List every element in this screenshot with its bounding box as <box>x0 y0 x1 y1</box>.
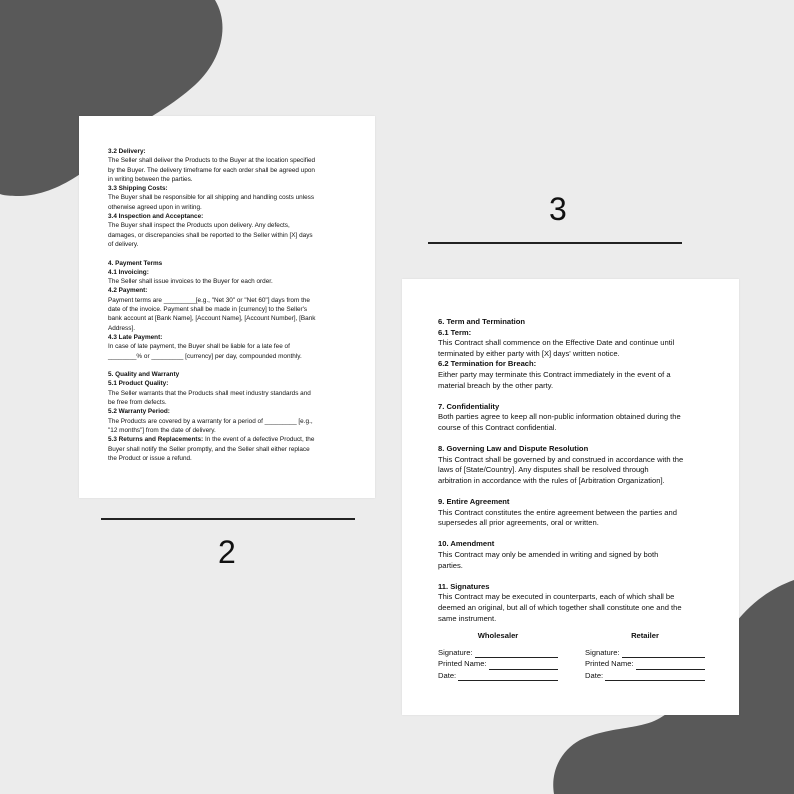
section-heading: 6. Term and Termination <box>438 317 526 326</box>
signature-line <box>475 649 558 658</box>
page-3-body <box>438 317 705 624</box>
signature-column-retailer <box>585 630 705 681</box>
signature-block <box>438 630 705 681</box>
date-label: Date: <box>438 670 457 680</box>
signature-title-wholesaler: Wholesaler <box>477 631 519 641</box>
body-line: course of this Contract confidential. <box>438 422 557 432</box>
section-heading: 3.3 Shipping Costs: <box>108 185 168 193</box>
page-number-3: 3 <box>549 191 567 227</box>
body-line: The Products are covered by a warranty for a period of _________ [e.g., <box>108 417 313 425</box>
paragraph-gap <box>438 434 705 445</box>
body-line: This Contract shall be governed by and construed in accordance with the <box>438 454 684 464</box>
body-line: same instrument. <box>438 613 497 623</box>
signature-title-retailer: Retailer <box>631 631 659 641</box>
signature-row <box>438 647 558 659</box>
body-line: This Contract shall commence on the Effective Date and continue until <box>438 338 675 348</box>
printed-name-line <box>636 661 705 670</box>
section-heading: 8. Governing Law and Dispute Resolution <box>438 444 589 454</box>
body-line: parties. <box>438 560 463 570</box>
body-line: The Buyer shall be responsible for all shipping and handling costs unless <box>108 194 315 202</box>
contract-page-3 <box>402 279 739 715</box>
body-line: Address]. <box>108 324 135 332</box>
signature-row <box>585 647 705 659</box>
signature-label: Signature: <box>585 647 620 657</box>
paragraph-gap <box>438 571 705 582</box>
body-line: The Buyer shall inspect the Products upon delivery. Any defects, <box>108 222 290 230</box>
section-heading: 9. Entire Agreement <box>438 497 510 507</box>
body-line: bank account at [Bank Name], [Account Name], [Account Number], [Bank <box>108 315 316 323</box>
body-line: by the Buyer. The delivery timeframe for each order shall be agreed upon <box>108 166 315 174</box>
printed-name-label: Printed Name: <box>438 659 487 669</box>
printed-name-row <box>438 658 558 670</box>
section-heading: 5. Quality and Warranty <box>108 371 180 379</box>
section-heading: 5.2 Warranty Period: <box>108 408 170 416</box>
body-line: be free from defects. <box>108 399 167 407</box>
body-line: "12 months"] from the date of delivery. <box>108 426 216 434</box>
section-heading: 10. Amendment <box>438 539 495 549</box>
page-3-divider <box>428 242 682 244</box>
body-line: Both parties agree to keep all non-public information obtained during the <box>438 412 681 422</box>
body-line: in writing between the parties. <box>108 175 193 183</box>
section-heading: 4.2 Payment: <box>108 287 148 295</box>
date-row <box>585 670 705 682</box>
date-row <box>438 670 558 682</box>
signature-label: Signature: <box>438 647 473 657</box>
paragraph-gap <box>438 487 705 498</box>
signature-column-wholesaler <box>438 630 558 681</box>
body-line: This Contract may be executed in counterparts, each of which shall be <box>438 592 675 602</box>
printed-name-line <box>489 661 558 670</box>
body-line: The Seller shall deliver the Products to the Buyer at the location specified <box>108 157 316 165</box>
page-number-2: 2 <box>218 534 236 570</box>
body-line: ________% or _________ [currency] per day, compounded monthly. <box>108 352 302 360</box>
body-line: damages, or discrepancies shall be reported to the Seller within [X] days <box>108 231 313 239</box>
body-line: material breach by the other party. <box>438 380 554 390</box>
section-heading: 5.1 Product Quality: <box>108 380 169 388</box>
paragraph-gap <box>108 249 347 258</box>
body-line: arbitration in accordance with the rules of [Arbitration Organization]. <box>438 475 665 485</box>
section-heading: 6.1 Term: <box>438 327 472 337</box>
body-line: The Seller warrants that the Products shall meet industry standards and <box>108 389 311 397</box>
signature-line <box>622 649 705 658</box>
contract-page-2 <box>79 116 375 498</box>
paragraph-gap <box>438 391 705 402</box>
page-2-divider <box>101 518 355 520</box>
body-line: Buyer shall notify the Seller promptly, and the Seller shall either replace <box>108 445 310 453</box>
date-line <box>458 672 558 681</box>
body-line: This Contract constitutes the entire agreement between the parties and <box>438 507 677 517</box>
section-heading: 4.1 Invoicing: <box>108 268 149 276</box>
body-line: otherwise agreed upon in writing. <box>108 203 202 211</box>
section-line: 5.3 Returns and Replacements: In the event of a defective Product, the <box>108 436 315 444</box>
body-line: terminated by either party with [X] days' written notice. <box>438 348 620 358</box>
body-line: Either party may terminate this Contract immediately in the event of a <box>438 369 671 379</box>
date-label: Date: <box>585 670 604 680</box>
paragraph-gap <box>438 529 705 540</box>
section-heading: 4.3 Late Payment: <box>108 333 163 341</box>
date-line <box>605 672 705 681</box>
body-line: This Contract may only be amended in writing and signed by both <box>438 550 659 560</box>
section-heading: 4. Payment Terms <box>108 259 163 267</box>
body-line: date of the invoice. Payment shall be made in [currency] to the Seller's <box>108 306 308 314</box>
body-line: deemed an original, but all of which together shall constitute one and the <box>438 603 682 613</box>
body-line: of delivery. <box>108 240 139 248</box>
section-heading: 11. Signatures <box>438 581 490 591</box>
body-line: the Product or issue a refund. <box>108 454 192 462</box>
body-line: laws of [State/Country]. Any disputes shall be resolved through <box>438 465 649 475</box>
body-line: The Seller shall issue invoices to the Buyer for each order. <box>108 278 273 286</box>
section-heading: 3.4 Inspection and Acceptance: <box>108 213 204 221</box>
section-heading: 3.2 Delivery: <box>108 148 146 155</box>
body-line: supersedes all prior agreements, oral or written. <box>438 518 599 528</box>
printed-name-label: Printed Name: <box>585 659 634 669</box>
section-heading: 7. Confidentiality <box>438 401 500 411</box>
section-heading: 6.2 Termination for Breach: <box>438 359 537 369</box>
printed-name-row <box>585 658 705 670</box>
body-line: In case of late payment, the Buyer shall be liable for a late fee of <box>108 343 290 351</box>
paragraph-gap <box>108 361 347 370</box>
body-line: Payment terms are _________[e.g., "Net 30" or "Net 60"] days from the <box>108 296 310 304</box>
